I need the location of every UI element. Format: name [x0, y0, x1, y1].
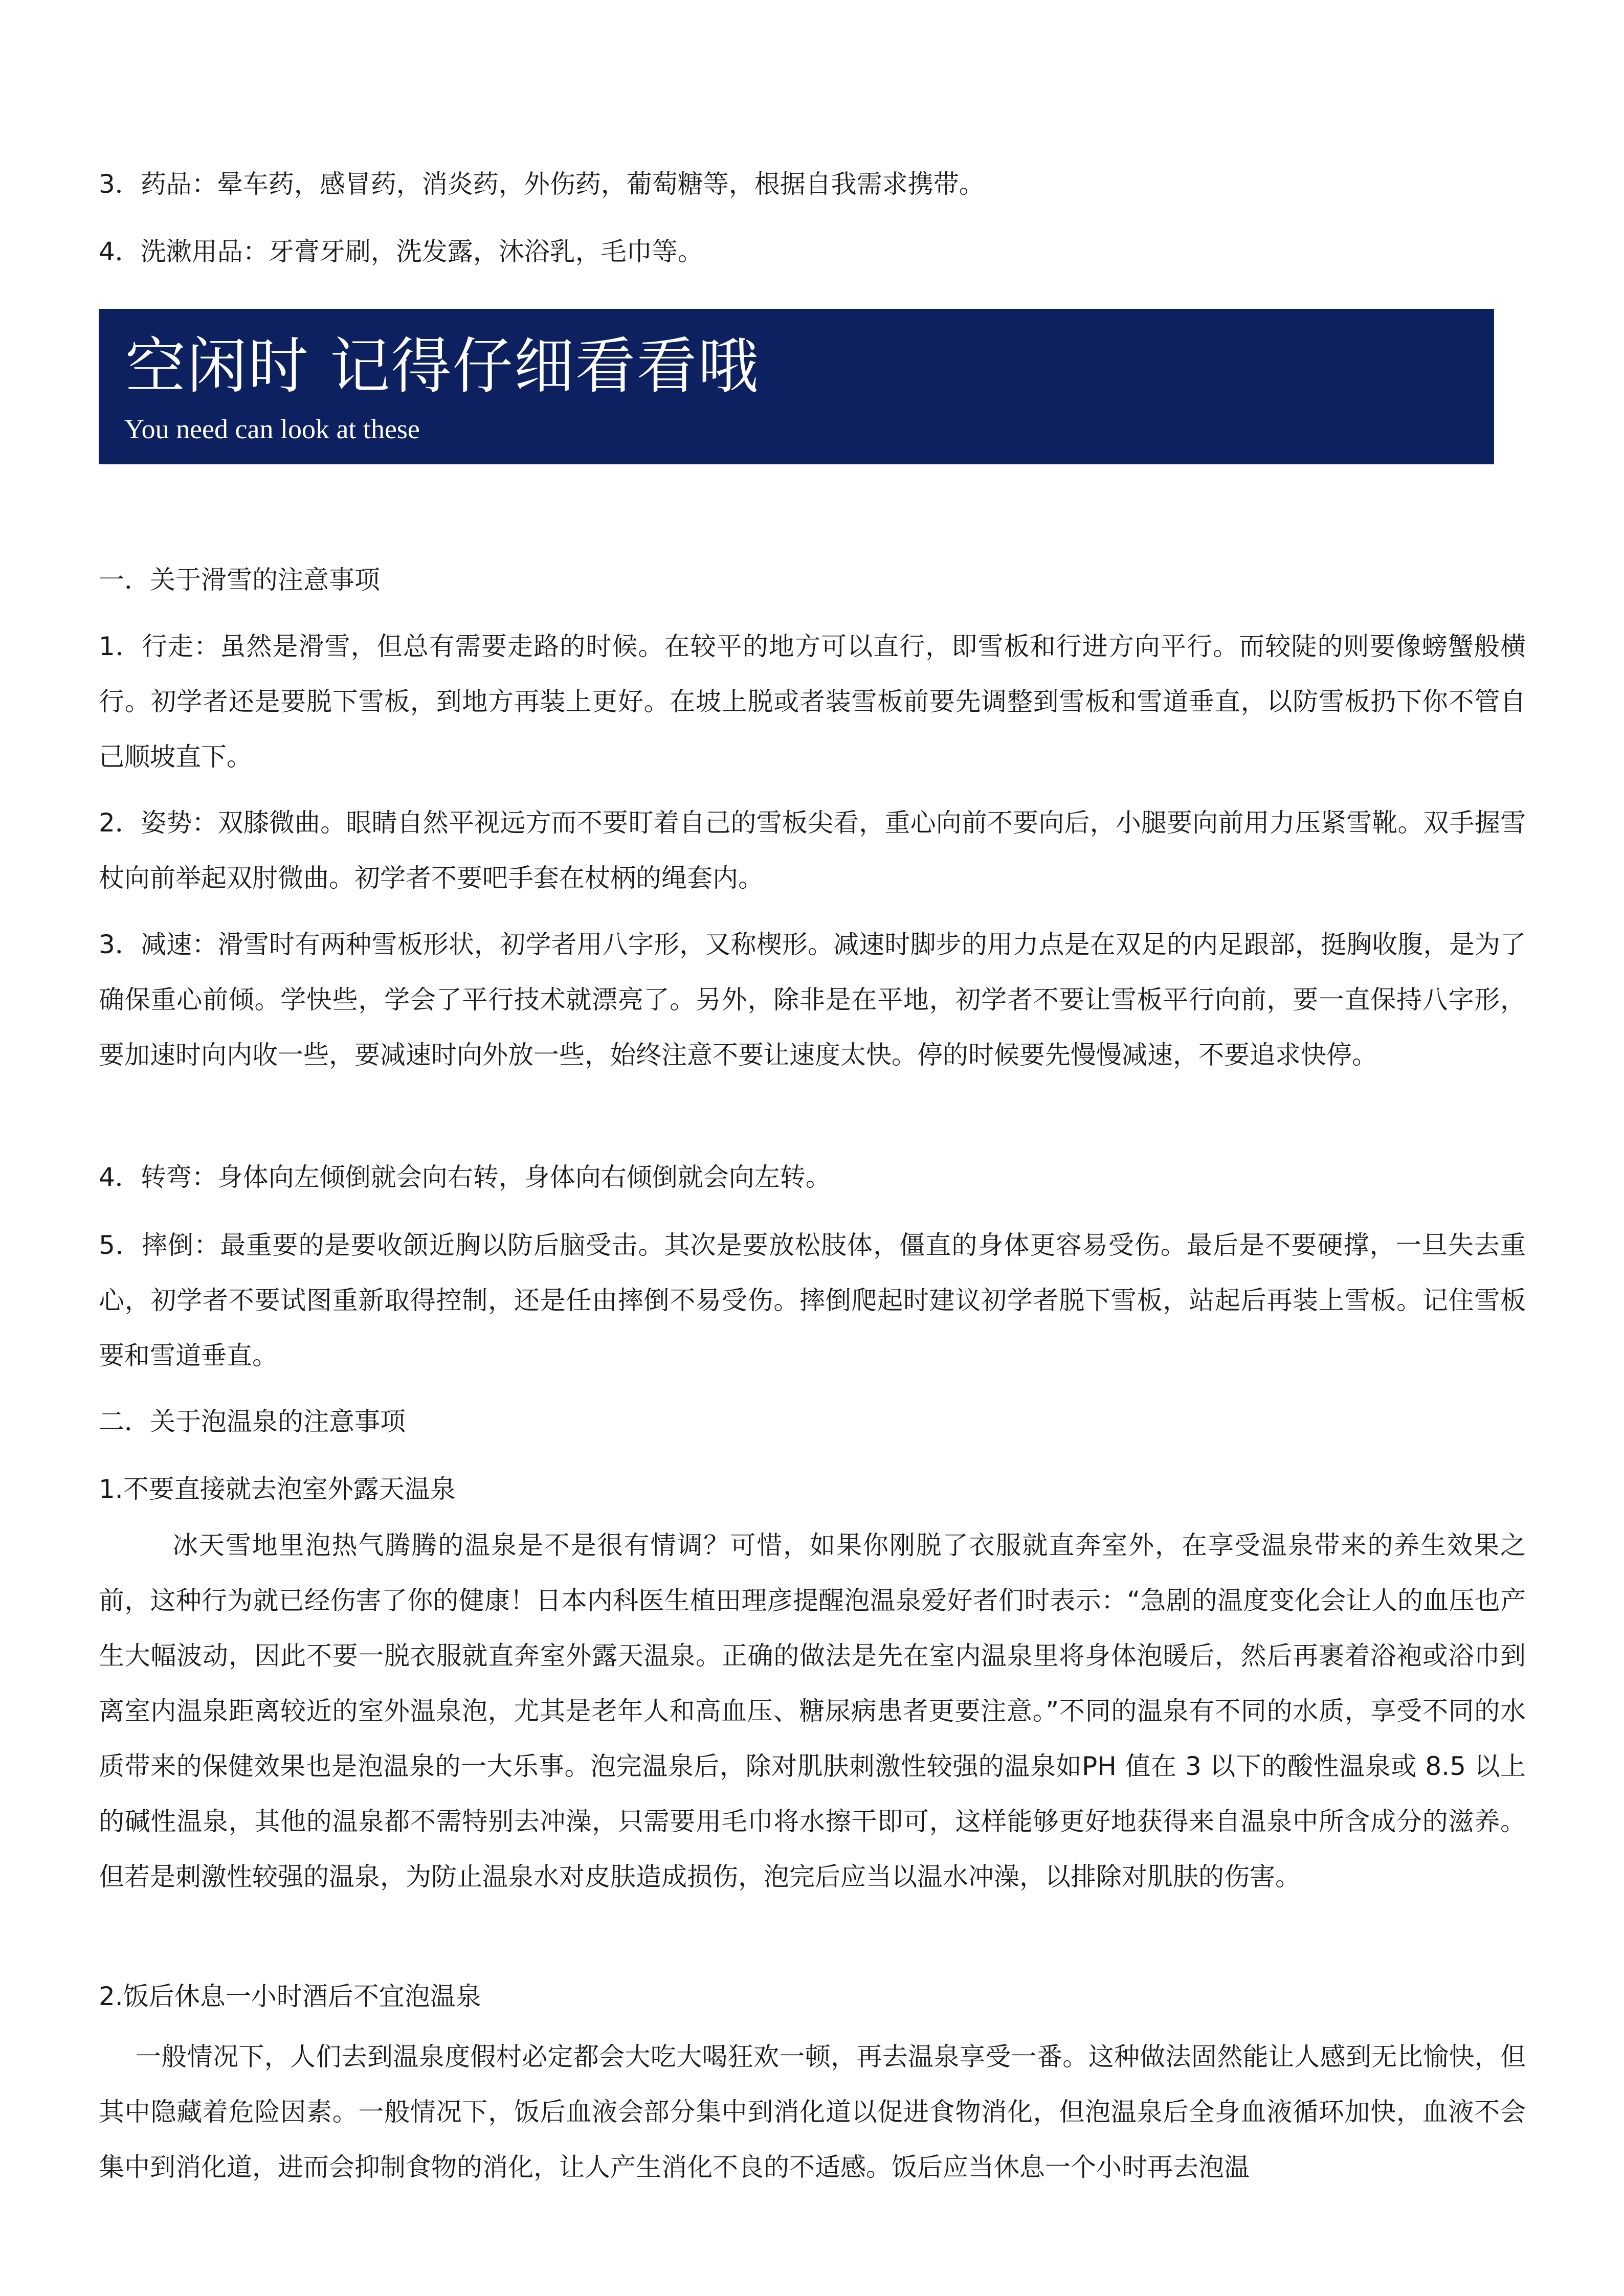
- ski-item-falling: 5．摔倒：最重要的是要收颌近胸以防后脑受击。其次是要放松肢体，僵直的身体更容易受伤。最后是不要硬撑，一旦失去重心，初学者不要试图重新取得控制，还是任由摔倒不易受伤。摔倒爬起时建议初学者脱下雪板，站起后再装上雪板。记住雪板要和雪道垂直。: [99, 1230, 1526, 1370]
- banner-title: 空闲时 记得仔细看看哦: [125, 331, 760, 401]
- ski-item-posture: 2．姿势：双膝微曲。眼睛自然平视远方而不要盯着自己的雪板尖看，重心向前不要向后，小腿要向前用力压紧雪靴。双手握雪杖向前举起双肘微曲。初学者不要吧手套在杖柄的绳套内。: [99, 808, 1526, 893]
- hotspring-paragraph-2: 一般情况下，人们去到温泉度假村必定都会大吃大喝狂欢一顿，再去温泉享受一番。这种做法固然能让人感到无比愉快，但其中隐藏着危险因素。一般情况下，饭后血液会部分集中到消化道以促进食物消化，但泡温泉后全身血液循环加快，血液不会集中到消化道，进而会抑制食物的消化，让人产生消化不良的不适感。饭后应当休息一个小时再去泡温: [99, 2042, 1526, 2182]
- hotspring-paragraph-1: 冰天雪地里泡热气腾腾的温泉是不是很有情调？可惜，如果你刚脱了衣服就直奔室外，在享受温泉带来的养生效果之前，这种行为就已经伤害了你的健康！日本内科医生植田理彦提醒泡温泉爱好者们时表示：“急剧的温度变化会让人的血压也产生大幅波动，因此不要一脱衣服就直奔室外露天温泉。正确的做法是先在室内温泉里将身体泡暖后，然后再裹着浴袍或浴巾到离室内温泉距离较近的室外温泉泡，尤其是老年人和高血压、糖尿病患者更要注意。”不同的温泉有不同的水质，享受不同的水质带来的保健效果也是泡温泉的一大乐事。泡完温泉后，除对肌肤刺激性较强的温泉如PH 值在 3 以下的酸性温泉或 8.5 以上的碱性温泉，其他的温泉都不需特别去冲澡，只需要用毛巾将水擦干即可，这样能够更好地获得来自温泉中所含成分的滋养。但若是刺激性较强的温泉，为防止温泉水对皮肤造成损伤，泡完后应当以温水冲澡，以排除对肌肤的伤害。: [99, 1530, 1526, 1892]
- banner-subtitle: You need can look at these: [124, 414, 420, 444]
- list-item-toiletries: 4．洗漱用品：牙膏牙刷，洗发露，沐浴乳，毛巾等。: [99, 237, 703, 266]
- ski-item-walking: 1．行走：虽然是滑雪，但总有需要走路的时候。在较平的地方可以直行，即雪板和行进方向平行。而较陡的则要像螃蟹般横行。初学者还是要脱下雪板，到地方再装上更好。在坡上脱或者装雪板前要先调整到雪板和雪道垂直，以防雪板扔下你不管自己顺坡直下。: [99, 632, 1526, 772]
- ski-item-slowing: 3．减速：滑雪时有两种雪板形状，初学者用八字形，又称楔形。减速时脚步的用力点是在双足的内足跟部，挺胸收腹，是为了确保重心前倾。学快些，学会了平行技术就漂亮了。另外，除非是在平地，初学者不要让雪板平行向前，要一直保持八字形，要加速时向内收一些，要减速时向外放一些，始终注意不要让速度太快。停的时候要先慢慢减速，不要追求快停。: [99, 930, 1526, 1070]
- hotspring-section-heading: 二．关于泡温泉的注意事项: [99, 1407, 406, 1436]
- list-item-medicine: 3．药品：晕车药，感冒药，消炎药，外伤药，葡萄糖等，根据自我需求携带。: [99, 169, 985, 199]
- ski-item-turning: 4．转弯：身体向左倾倒就会向右转，身体向右倾倒就会向左转。: [99, 1162, 831, 1192]
- section-banner: [99, 309, 1494, 464]
- hotspring-subheading-1: 1.不要直接就去泡室外露天温泉: [99, 1474, 456, 1504]
- ski-section-heading: 一．关于滑雪的注意事项: [99, 565, 380, 595]
- hotspring-subheading-2: 2.饭后休息一小时酒后不宜泡温泉: [99, 1982, 481, 2011]
